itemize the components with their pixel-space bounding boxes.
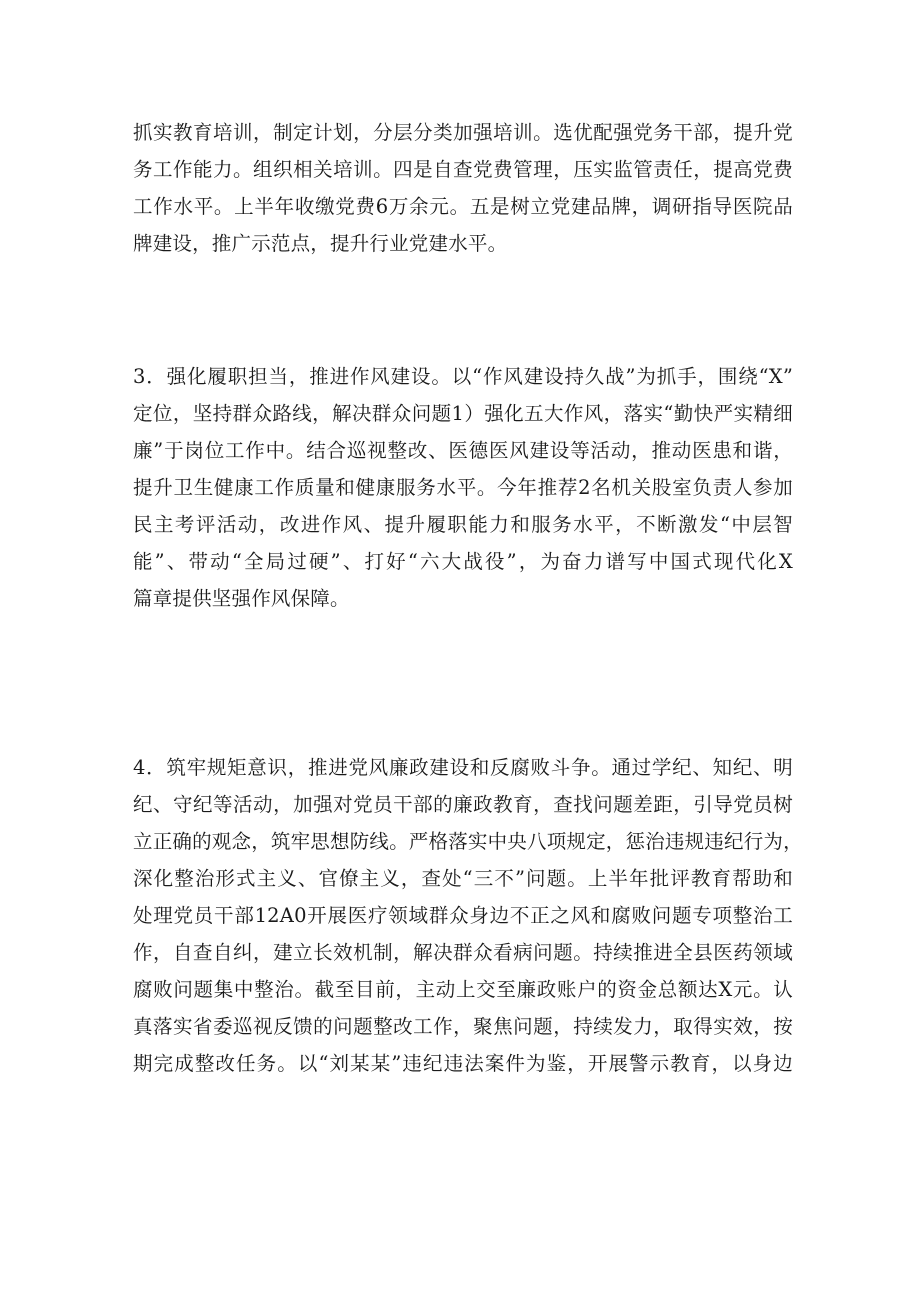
text-line: 作，自查自纠，建立长效机制，解决群众看病问题。持续推进全县医药领域 bbox=[133, 941, 793, 964]
text-line: 务工作能力。组织相关培训。四是自查党费管理，压实监管责任，提高党费 bbox=[133, 158, 793, 181]
text-line: 提升卫生健康工作质量和健康服务水平。今年推荐2名机关股室负责人参加 bbox=[133, 476, 793, 499]
text-line: 真落实省委巡视反馈的问题整改工作，聚焦问题，持续发力，取得实效，按 bbox=[133, 1015, 793, 1038]
text-line: 抓实教育培训，制定计划，分层分类加强培训。选优配强党务干部，提升党 bbox=[133, 121, 793, 144]
text-line: 立正确的观念，筑牢思想防线。严格落实中央八项规定，惩治违规违纪行为， bbox=[133, 830, 803, 853]
text-line: 工作水平。上半年收缴党费6万余元。五是树立党建品牌，调研指导医院品 bbox=[133, 195, 793, 218]
text-line: 深化整治形式主义、官僚主义，查处“三不”问题。上半年批评教育帮助和 bbox=[133, 867, 793, 890]
text-line: 腐败问题集中整治。截至目前，主动上交至廉政账户的资金总额达X元。认 bbox=[133, 978, 793, 1001]
text-line: 牌建设，推广示范点，提升行业党建水平。 bbox=[133, 232, 508, 255]
text-line: 4．筑牢规矩意识，推进党风廉政建设和反腐败斗争。通过学纪、知纪、明 bbox=[133, 756, 793, 779]
text-line: 3．强化履职担当，推进作风建设。以“作风建设持久战”为抓手，围绕“X” bbox=[133, 365, 793, 388]
paragraph-anti-corruption bbox=[133, 749, 803, 1082]
text-line: 期完成整改任务。以“刘某某”违纪违法案件为鉴，开展警示教育，以身边 bbox=[133, 1052, 793, 1075]
text-line: 廉”于岗位工作中。结合巡视整改、医德医风建设等活动，推动医患和谐， bbox=[133, 439, 793, 462]
text-line: 民主考评活动，改进作风、提升履职能力和服务水平，不断激发“中层智 bbox=[133, 513, 793, 536]
text-line: 篇章提供坚强作风保障。 bbox=[133, 587, 350, 610]
paragraph-work-style bbox=[133, 358, 793, 617]
text-line: 能”、带动“全局过硬”、打好“六大战役”，为奋力谱写中国式现代化X bbox=[133, 550, 793, 573]
paragraph-party-building-training bbox=[133, 114, 793, 262]
text-line: 定位，坚持群众路线，解决群众问题1）强化五大作风，落实“勤快严实精细 bbox=[133, 402, 793, 425]
text-line: 处理党员干部12A0开展医疗领域群众身边不正之风和腐败问题专项整治工 bbox=[133, 904, 793, 927]
text-line: 纪、守纪等活动，加强对党员干部的廉政教育，查找问题差距，引导党员树 bbox=[133, 793, 793, 816]
